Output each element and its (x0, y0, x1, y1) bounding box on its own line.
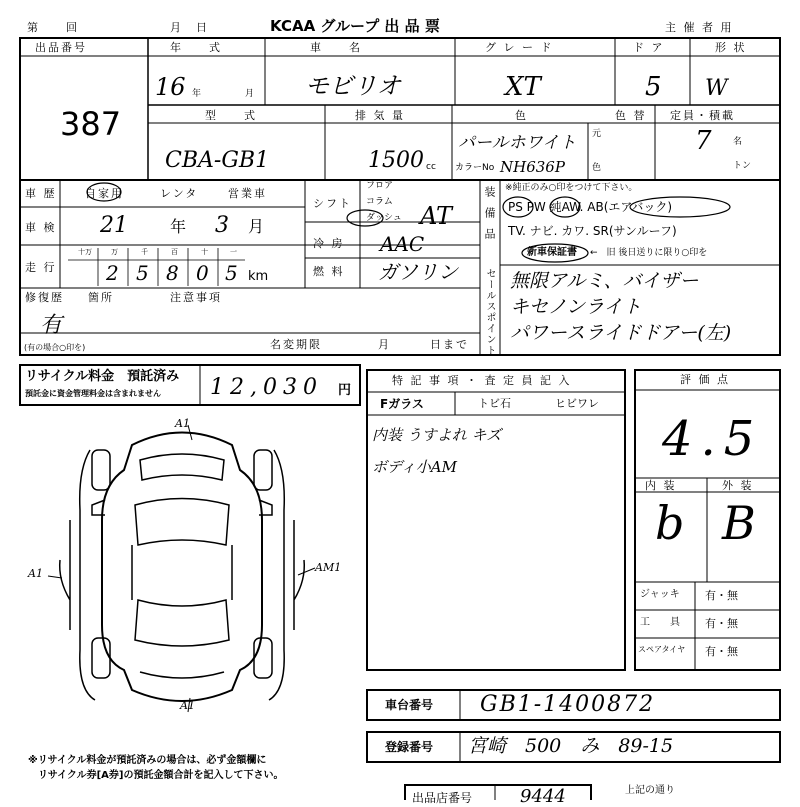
repair-history-label: 修復歴 (25, 291, 64, 304)
mileage-unit-10: 十 (201, 248, 208, 256)
diagram-mark-left: A1 (28, 567, 43, 580)
date-label: 月 日 (170, 21, 209, 34)
mileage-digit: 2 (106, 261, 119, 285)
form-title: KCAA グループ 出 品 票 (270, 17, 440, 35)
lot-label: 出品番号 (35, 41, 87, 54)
exterior-label: 外 装 (722, 479, 754, 492)
recycle-sub: 預託金に資金管理料金は含まれません (25, 389, 161, 398)
jack-choice: 有・無 (705, 589, 738, 602)
caution-label: 注意事項 (170, 291, 222, 304)
ton-unit: トン (733, 161, 752, 171)
mileage-digit: 5 (225, 261, 238, 285)
color-suffix: 色 (592, 163, 602, 173)
name-change-label: 名変期限 (270, 338, 322, 351)
capacity-value: 7 (695, 126, 712, 156)
capacity-label: 定員・積載 (670, 109, 735, 122)
new-car-warranty: 新車保証書 (527, 247, 577, 258)
diagram-mark-right: AM1 (315, 561, 342, 574)
exterior-grade: B (722, 496, 756, 550)
capacity-unit: 名 (733, 137, 743, 147)
recycle-label: リサイクル料金 預託済み (25, 369, 180, 384)
mileage-digit: 8 (166, 261, 179, 285)
original-label: 元 (592, 129, 602, 139)
equipment-note: ※純正のみ○印をつけて下さい。 (505, 183, 638, 193)
ac-label: 冷 房 (313, 237, 345, 250)
mileage-km: km (248, 269, 269, 284)
sales-point-line: 無限アルミ、バイザー (510, 270, 699, 292)
jack-label: ジャッキ (640, 589, 680, 600)
mileage-digit: 0 (196, 261, 209, 285)
year-unit: 年 (192, 89, 202, 99)
tab-crack[interactable]: ヒビワレ (555, 397, 599, 410)
displacement-unit: cc (426, 162, 436, 172)
mileage-unit-1: 一 (230, 248, 237, 256)
score-value: 4.5 (662, 411, 763, 467)
name-change-until: 日まで (430, 338, 469, 351)
car-name-label: 車 名 (310, 41, 362, 54)
lot-number: 387 (60, 105, 122, 143)
history-option-rental: レンタ (160, 187, 199, 200)
model-value: CBA-GB1 (165, 148, 270, 173)
tool-label: 工 具 (640, 617, 680, 628)
color-no-label: カラーNo (455, 163, 495, 173)
score-label: 評 価 点 (680, 373, 730, 386)
car-diagram (48, 425, 315, 712)
history-option-private: 自家用 (85, 187, 124, 200)
mileage-unit-100k: 十万 (78, 248, 92, 256)
diagram-mark-bottom: A1 (180, 699, 195, 712)
remark-note: 内装 うすよれ キズ (372, 426, 502, 444)
mileage-unit-1k: 千 (141, 248, 148, 256)
history-label: 車 歴 (25, 187, 57, 200)
model-label: 型 式 (205, 109, 257, 122)
registration-value: 宮崎 500 み 89-15 (468, 735, 674, 757)
chassis-value: GB1-1400872 (480, 692, 656, 717)
shift-label: シフト (313, 197, 352, 210)
tab-f-glass[interactable]: Fガラス (380, 397, 424, 411)
fuel-value: ガソリン (378, 260, 458, 284)
color-value: パールホワイト (458, 133, 577, 153)
sales-point-line: キセノンライト (510, 296, 642, 318)
shift-floor: フロア (366, 181, 394, 191)
chassis-label: 車台番号 (385, 698, 434, 712)
sales-point-line: パワースライドドアー(左) (510, 322, 732, 344)
remarks-title: 特 記 事 項 ・ 査 定 員 記 入 (392, 374, 572, 387)
year-value: 16 (155, 73, 186, 101)
grade-label: グ レ ー ド (485, 41, 554, 54)
shape-label: 形 状 (715, 41, 747, 54)
mileage-label: 走 行 (25, 261, 57, 274)
above-note: 上記の通り (625, 785, 675, 796)
name-change-month: 月 (378, 338, 391, 351)
remark-note: ボディ小AM (372, 458, 457, 476)
tab-chip[interactable]: トビ石 (478, 397, 511, 410)
shift-value: AT (420, 202, 453, 230)
repair-footnote: (有の場合○印を) (24, 343, 86, 352)
shift-dash: ダッシュ (366, 213, 402, 223)
spare-choice: 有・無 (705, 645, 738, 658)
year-label: 年 式 (170, 41, 222, 54)
interior-grade: b (655, 496, 685, 550)
month-unit: 月 (245, 89, 255, 99)
ac-value: AAC (380, 232, 425, 256)
equipment-side-label: 装備品 (483, 186, 496, 249)
recycle-amount: 12,030 (210, 375, 323, 400)
footer-note: ※リサイクル料金が預託済みの場合は、必ず金額欄に (28, 755, 267, 766)
footer-note: リサイクル券[A券]の預託金額合計を記入して下さい。 (38, 770, 284, 781)
tool-choice: 有・無 (705, 617, 738, 630)
displacement-label: 排 気 量 (355, 109, 405, 122)
shape-value: W (705, 76, 728, 101)
mileage-unit-100: 百 (171, 248, 178, 256)
registration-label: 登録番号 (385, 740, 434, 754)
inspection-year-unit: 年 (170, 217, 187, 236)
seller-label: 出品店番号 (412, 791, 473, 805)
color-change-label: 色 替 (615, 109, 647, 122)
displacement-value: 1500 (368, 148, 424, 173)
fuel-label: 燃 料 (313, 265, 345, 278)
repair-value: 有 (40, 313, 63, 338)
spare-label: スペアタイヤ (638, 645, 686, 654)
color-no-value: NH636P (500, 158, 565, 176)
doors-label: ド ア (633, 41, 665, 54)
sales-points-side-label: セールスポイント (484, 268, 495, 356)
equipment-row3-note: ← 旧 後日送りに限り○印を (590, 248, 708, 258)
inspection-label: 車 検 (25, 221, 57, 234)
grade-value: XT (505, 72, 541, 102)
car-name: モビリオ (305, 72, 401, 100)
seller-number: 9444 (520, 786, 566, 807)
shift-column: コラム (366, 197, 393, 207)
equipment-row2: TV. ナビ. カワ. SR(サンルーフ) (508, 224, 677, 238)
inspection-month: 3 (215, 213, 229, 238)
inspection-month-unit: 月 (248, 217, 265, 236)
color-label: 色 (515, 109, 528, 122)
mileage-unit-10k: 万 (111, 248, 118, 256)
doors-value: 5 (645, 72, 662, 102)
history-option-commercial: 営業車 (228, 187, 267, 200)
organizer-label: 主 催 者 用 (665, 21, 734, 34)
equipment-row1: PS PW 純AW. AB(エアバック) (508, 200, 673, 214)
recycle-unit: 円 (338, 383, 352, 398)
inspection-year: 21 (100, 213, 128, 238)
repair-part-label: 箇所 (88, 291, 114, 304)
diagram-mark-top: A1 (175, 417, 190, 430)
kai-label: 第 回 (27, 21, 79, 34)
interior-label: 内 装 (645, 479, 677, 492)
mileage-digit: 5 (136, 261, 149, 285)
